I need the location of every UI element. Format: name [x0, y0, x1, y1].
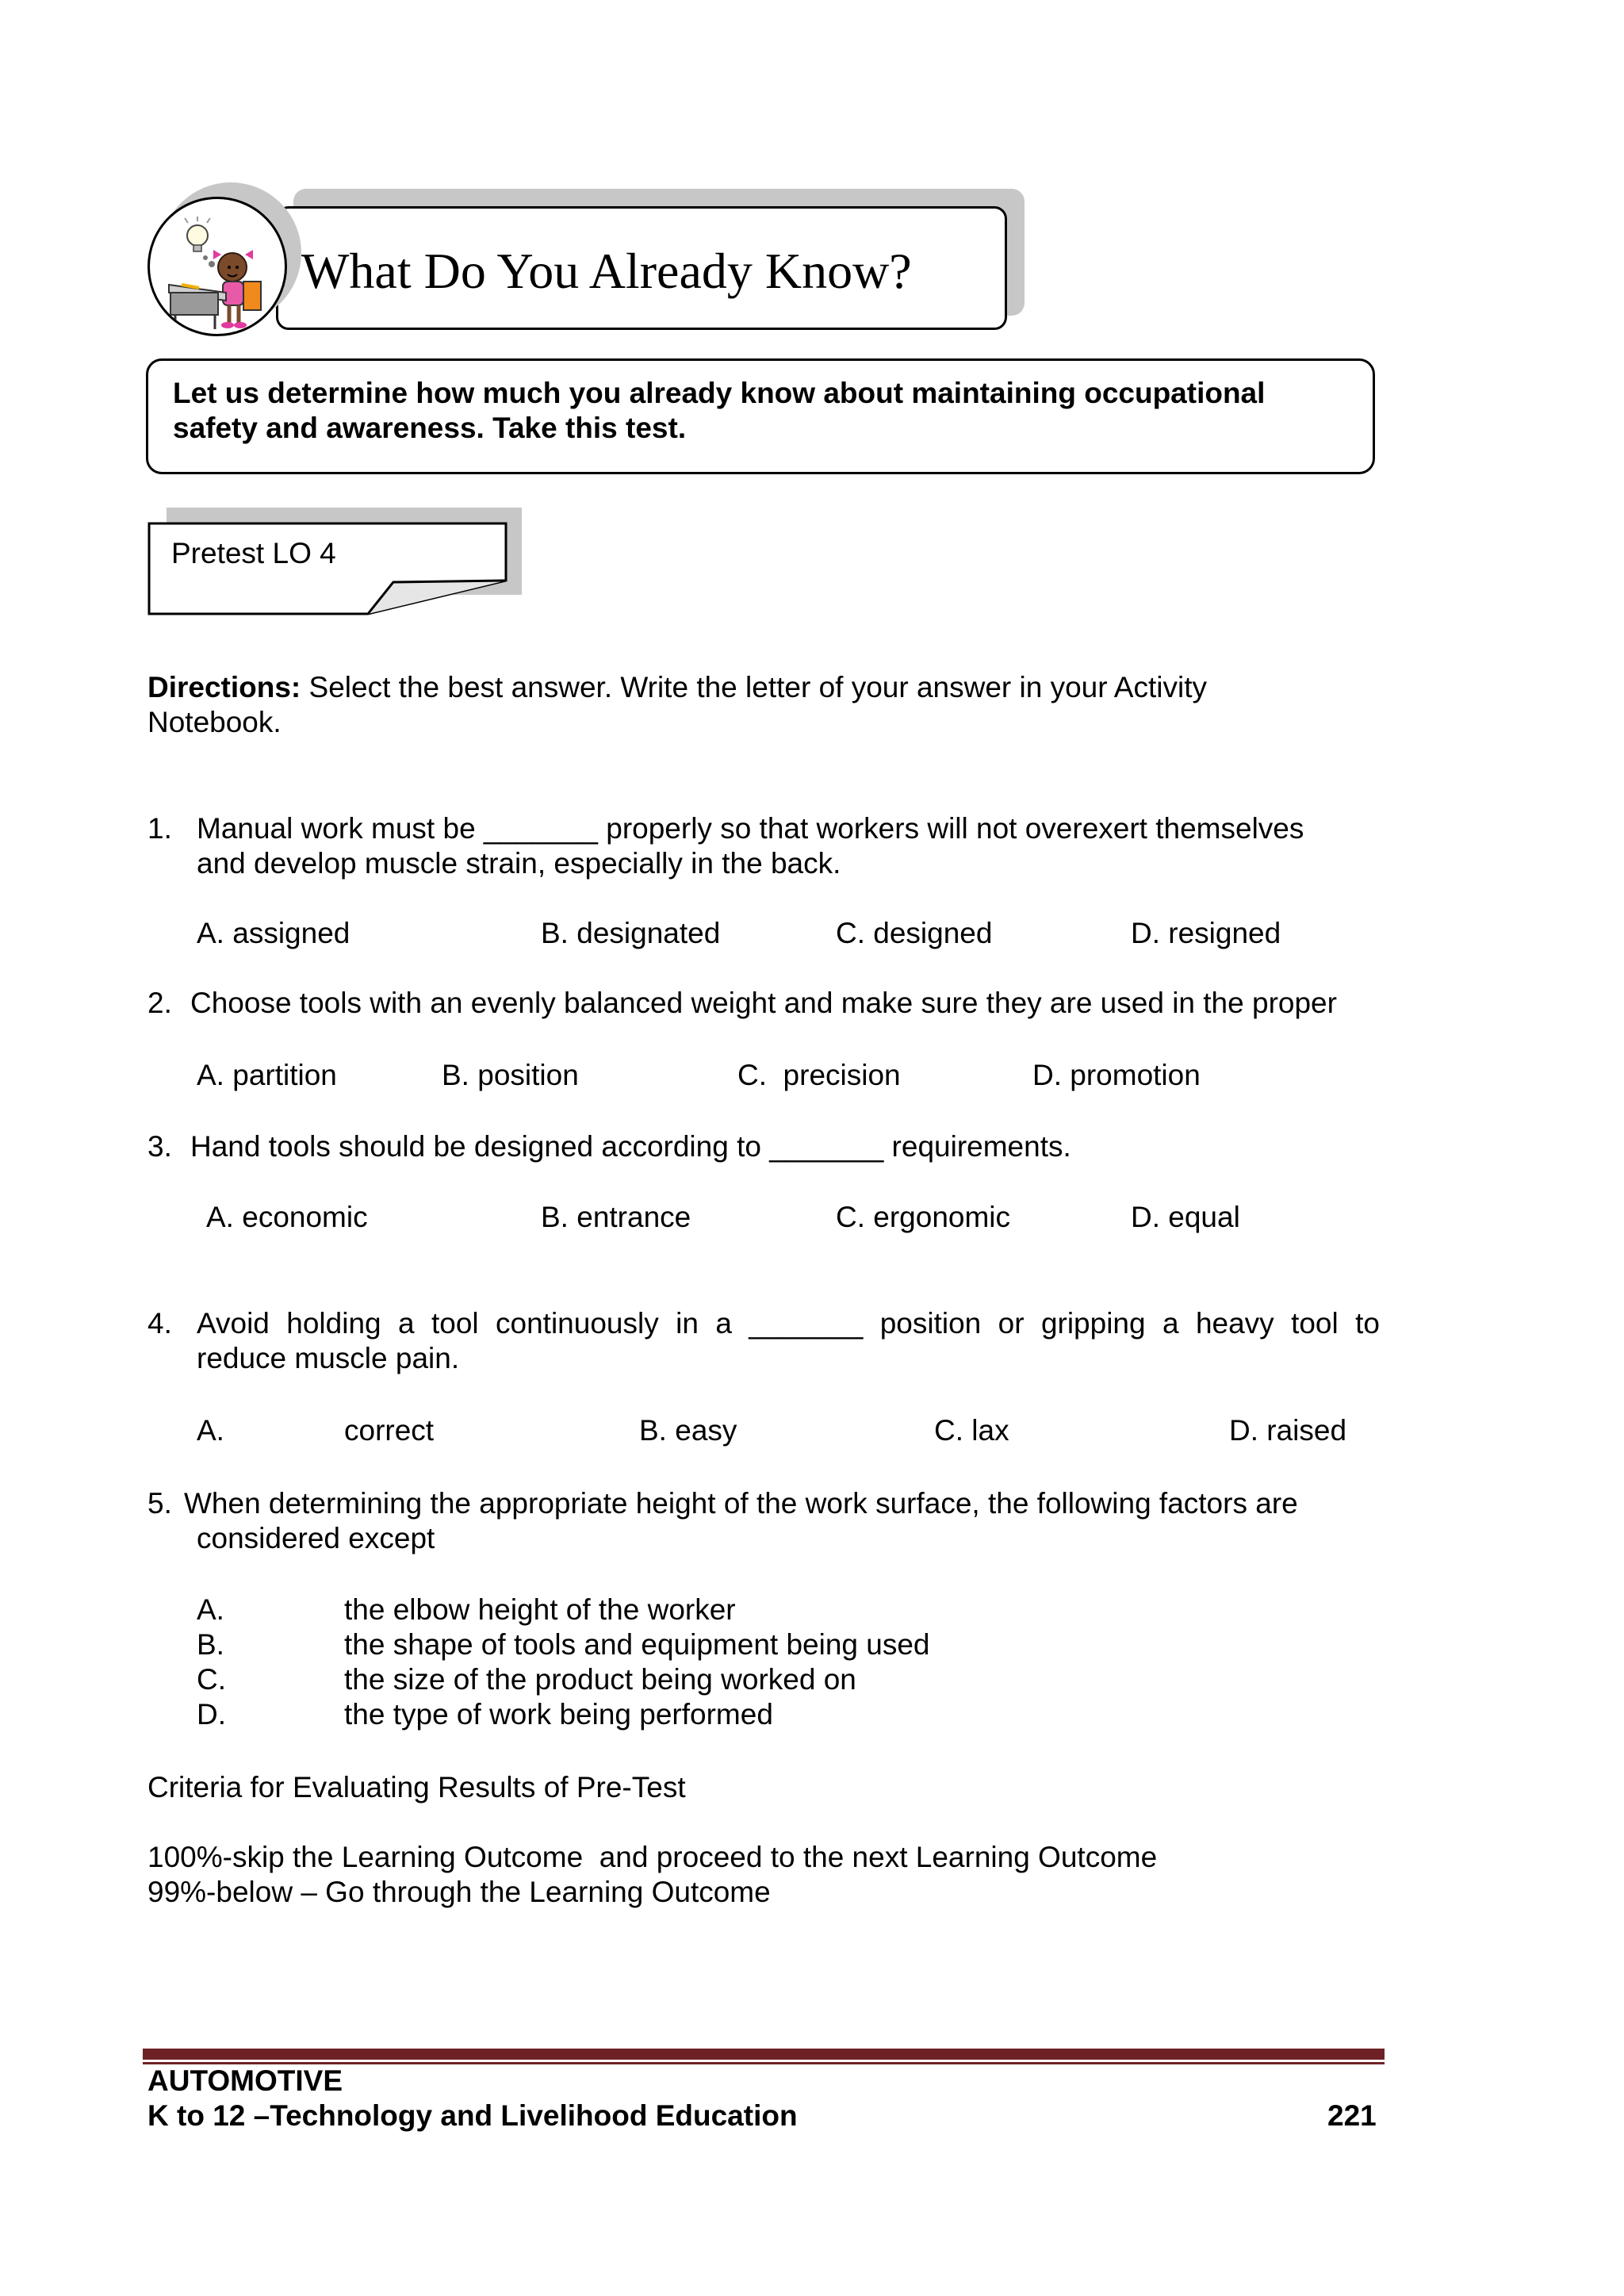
option-c: C. lax — [934, 1414, 1009, 1447]
criteria-line-1: 100%-skip the Learning Outcome and proceed to the next Learning Outcome — [147, 1841, 1158, 1873]
question-1-text-line2: and develop muscle strain, especially in the back. — [197, 847, 841, 880]
option-d: D. equal — [1131, 1201, 1240, 1233]
footer-rule — [143, 2049, 1385, 2060]
option-d: D. promotion — [1032, 1059, 1201, 1091]
option-d: D. resigned — [1131, 917, 1281, 949]
question-3-text: Hand tools should be designed according to _______ requirements. — [190, 1130, 1071, 1163]
option-c: C. designed — [836, 917, 993, 949]
directions: Directions: Select the best answer. Write the letter of your answer in your Activity — [147, 671, 1207, 703]
option-d: the type of work being performed — [344, 1698, 773, 1731]
option-b: B. entrance — [541, 1201, 691, 1233]
question-5-text: When determining the appropriate height of the work surface, the following factors are — [184, 1487, 1298, 1520]
question-number: 4. — [147, 1307, 172, 1340]
option-b: B. easy — [639, 1414, 737, 1447]
option-b: B. position — [442, 1059, 579, 1091]
question-2-text: Choose tools with an evenly balanced weight and make sure they are used in the proper — [190, 987, 1337, 1019]
option-a: correct — [344, 1414, 435, 1447]
option-a-letter: A. — [197, 1593, 224, 1626]
option-a-letter: A. — [197, 1414, 224, 1447]
question-number: 1. — [147, 812, 172, 845]
question-number: 5. — [147, 1487, 172, 1520]
question-4-text-line2: reduce muscle pain. — [197, 1342, 460, 1374]
criteria-heading: Criteria for Evaluating Results of Pre-Test — [147, 1771, 686, 1803]
question-5-text-line2: considered except — [197, 1522, 435, 1554]
option-c: C. ergonomic — [836, 1201, 1011, 1233]
page-number: 221 — [1327, 2099, 1377, 2132]
option-c: C. precision — [737, 1059, 901, 1091]
option-a: A. economic — [206, 1201, 368, 1233]
option-d-letter: D. — [197, 1698, 226, 1731]
option-c: the size of the product being worked on — [344, 1663, 856, 1696]
option-d: D. raised — [1229, 1414, 1347, 1447]
footer-course: K to 12 –Technology and Livelihood Education — [147, 2099, 798, 2132]
option-c-letter: C. — [197, 1663, 226, 1696]
student-at-desk-lightbulb-icon — [147, 197, 287, 336]
footer-subject: AUTOMOTIVE — [147, 2064, 343, 2097]
option-a: A. partition — [197, 1059, 337, 1091]
page-title: What Do You Already Know? — [301, 243, 912, 299]
question-1-text: Manual work must be _______ properly so that workers will not overexert themselves — [197, 812, 1304, 845]
intro-text: Let us determine how much you already know about maintaining occupational safety and awareness. Take this test. — [173, 377, 1266, 444]
option-a: A. assigned — [197, 917, 350, 949]
question-4-text: Avoid holding a tool continuously in a _______ position or gripping a heavy tool to — [197, 1307, 1380, 1340]
option-b: B. designated — [541, 917, 721, 949]
criteria-line-2: 99%-below – Go through the Learning Outcome — [147, 1876, 771, 1908]
directions-line2: Notebook. — [147, 706, 282, 738]
option-b: the shape of tools and equipment being used — [344, 1628, 930, 1661]
option-a: the elbow height of the worker — [344, 1593, 736, 1626]
question-number: 2. — [147, 987, 172, 1019]
question-number: 3. — [147, 1130, 172, 1163]
pretest-label: Pretest LO 4 — [171, 537, 336, 569]
option-b-letter: B. — [197, 1628, 224, 1661]
